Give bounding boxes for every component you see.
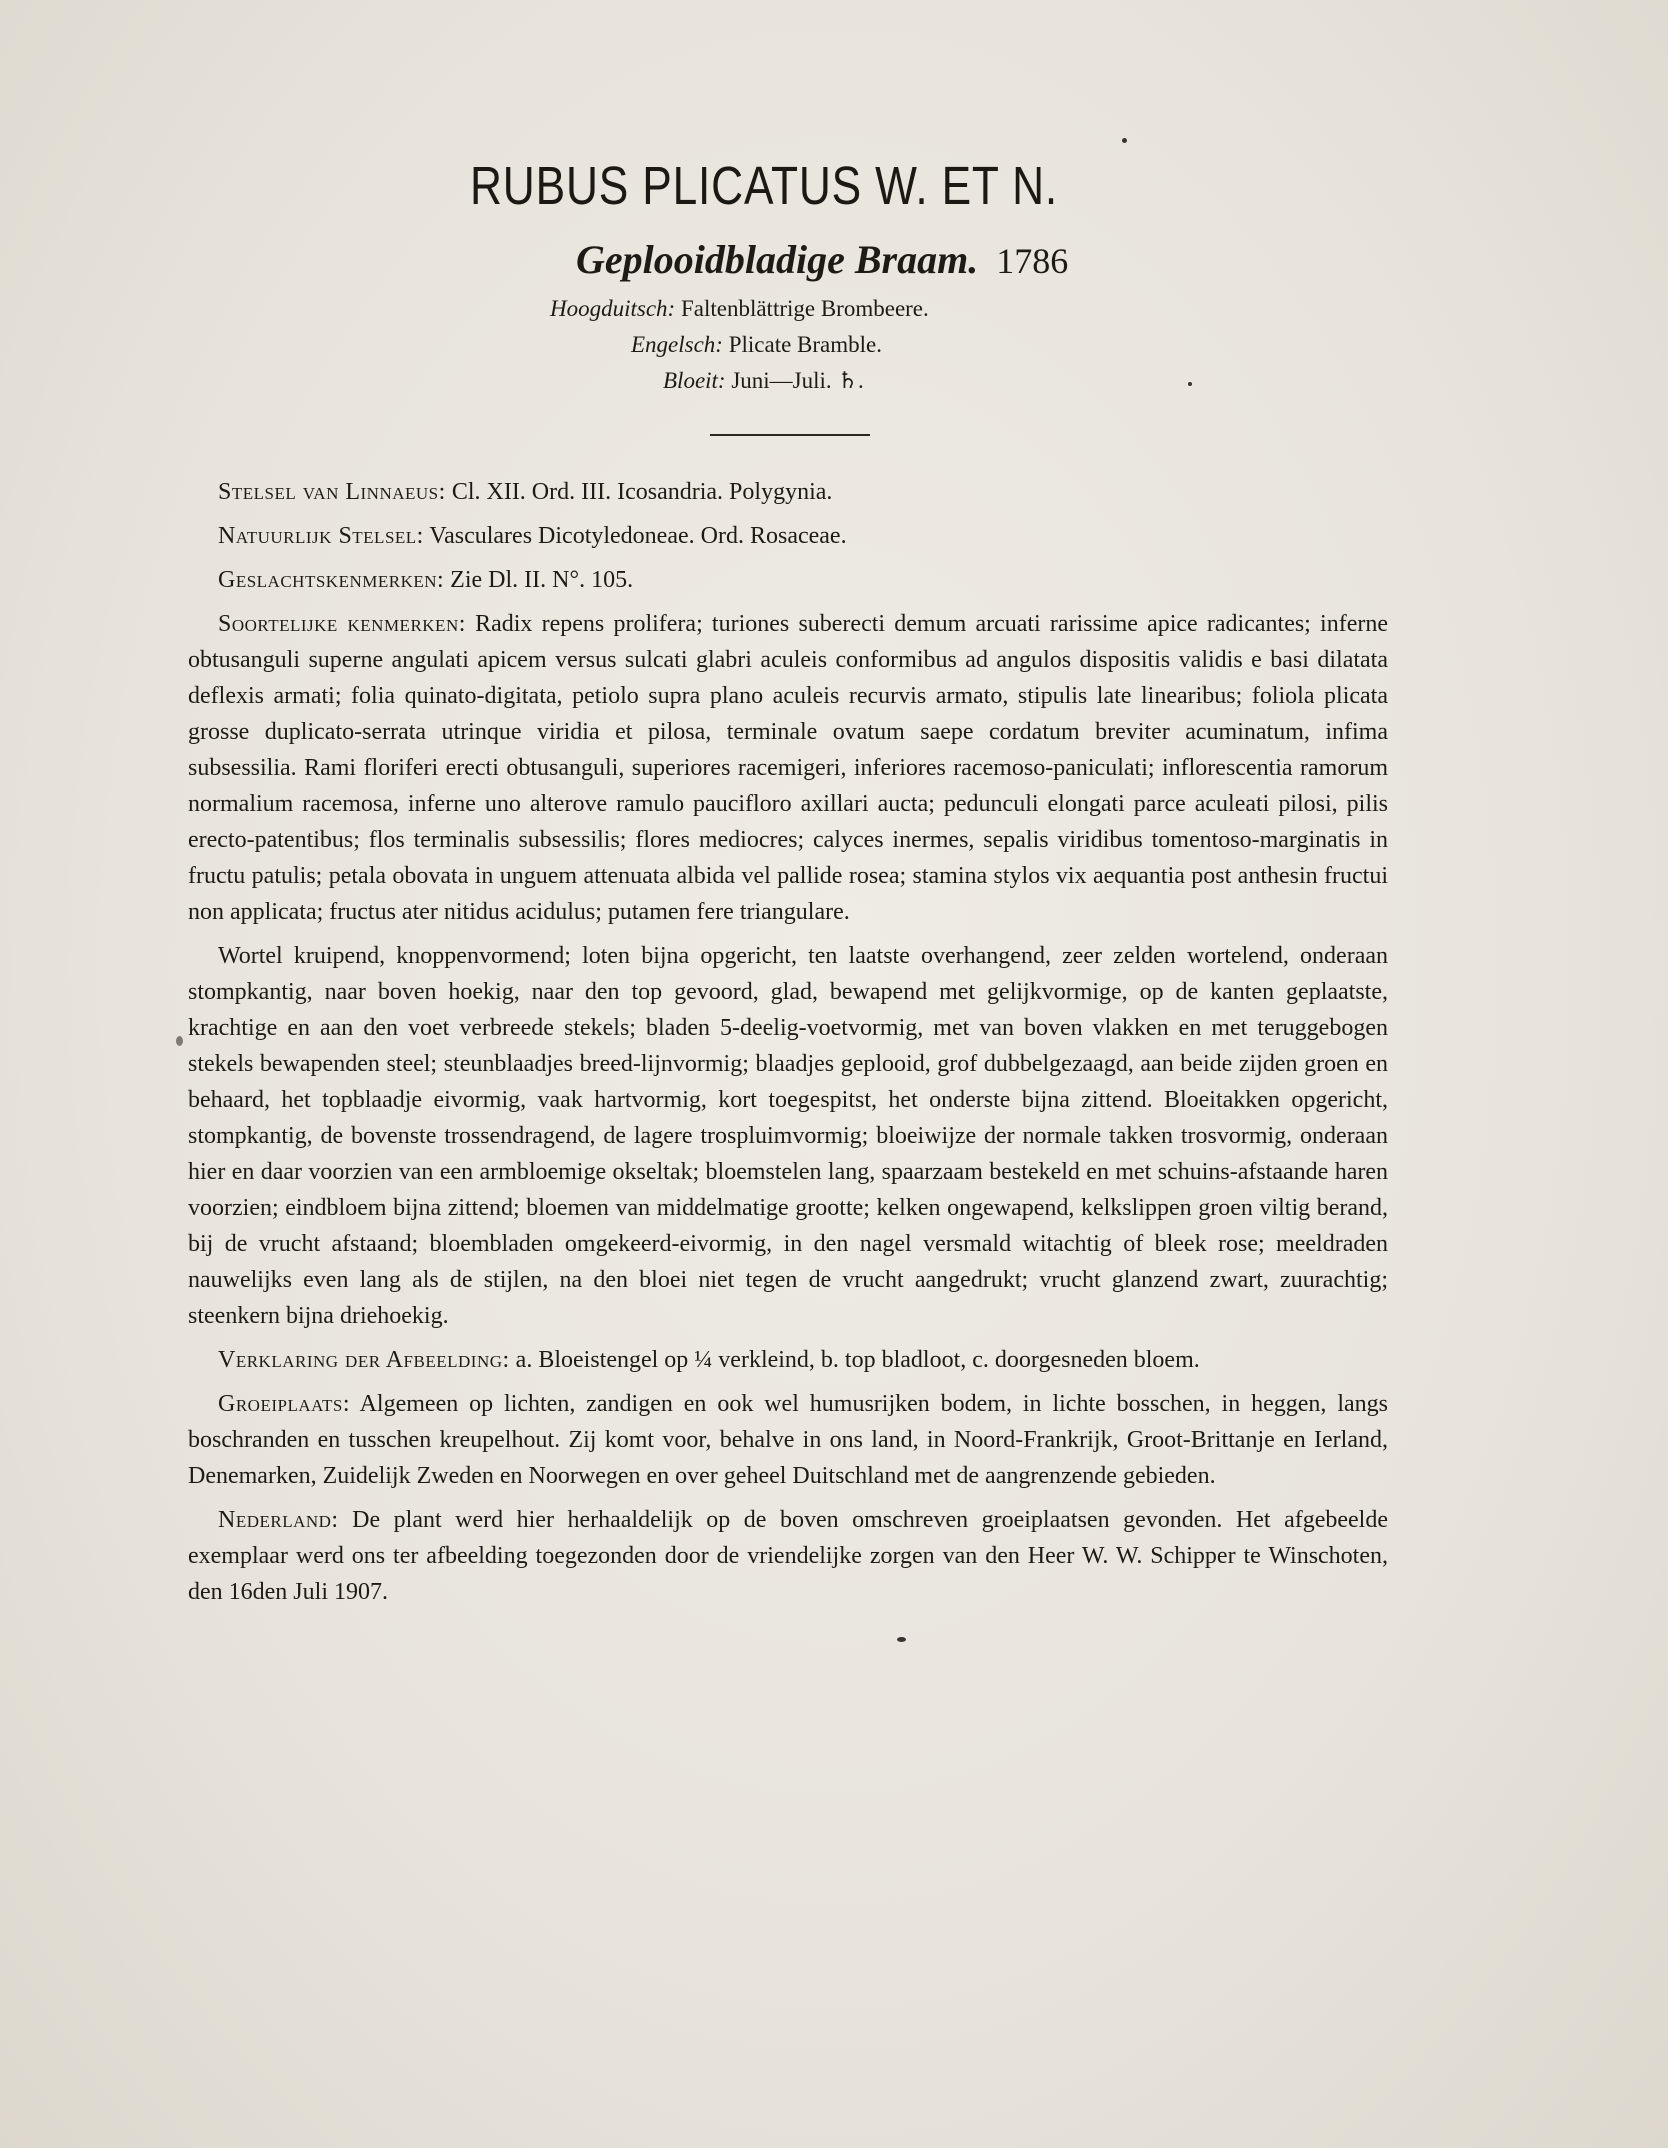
speck-mark	[897, 1637, 906, 1642]
body-text	[188, 474, 1388, 1618]
bloom-label: Bloeit:	[663, 368, 726, 393]
habitat-label: Groeiplaats:	[218, 1391, 351, 1417]
german-label: Hoogduitsch:	[550, 296, 676, 321]
german-name-line	[0, 296, 1668, 322]
linnaeus-paragraph	[188, 474, 1388, 510]
speck-mark	[1122, 138, 1127, 143]
species-label: Soortelijke kenmerken:	[218, 611, 466, 637]
plate-number: 1786	[996, 241, 1069, 281]
speck-mark	[176, 1036, 183, 1046]
habitat-paragraph	[188, 1386, 1388, 1494]
dutch-description-paragraph: Wortel kruipend, knoppenvormend; loten bijna opgericht, ten laatste overhangend, zeer zelden wortelend, onderaan stompkantig, naar boven hoekig, naar den top gevoord, glad, bewapend met gelijkvormige, op de kanten geplaatste, krachtige en aan den voet verbreede stekels; bladen 5-deelig-voetvormig, met van boven vlakken en met teruggebogen stekels bewapenden steel; steunblaadjes breed-lijnvormig; blaadjes geplooid, grof dubbelgezaagd, aan beide zijden groen en behaard, het topblaadje eivormig, vaak hartvormig, kort toegespitst, het onderste bijna zittend. Bloeitakken opgericht, stompkantig, de bovenste trossendragend, de lagere trospluimvormig; bloeiwijze der normale takken trosvormig, onderaan hier en daar voorzien van een armbloemige okseltak; bloemstelen lang, spaarzaam bestekeld en met schuins-afstaande haren voorzien; eindbloem bijna zittend; bloemen van middelmatige grootte; kelken ongewapend, kelkslippen groen viltig berand, bij de vrucht afstaand; bloembladen omgekeerd-eivormig, in den nagel versmald witachtig of bleek rose; meeldraden nauwelijks even lang als de stijlen, na den bloei niet tegen de vrucht aangedrukt; vrucht glanzend zwart, zuurachtig; steenkern bijna driehoekig.	[188, 943, 1388, 1329]
genus-paragraph	[188, 562, 1388, 598]
figure-label: Verklaring der Afbeelding:	[218, 1347, 510, 1373]
page-title: RUBUS PLICATUS W. ET N.	[470, 156, 1059, 216]
natural-value: Vasculares Dicotyledoneae. Ord. Rosaceae.	[429, 523, 847, 549]
nederland-paragraph	[188, 1502, 1388, 1610]
nederland-value: De plant werd hier herhaaldelijk op de boven omschreven groeiplaatsen gevonden. Het afgebeelde exemplaar werd ons ter afbeelding toegezonden door de vriendelijke zorgen van den Heer W. W. Schipper te Winschoten, den 16den Juli 1907.	[188, 1507, 1389, 1605]
linnaeus-value: Cl. XII. Ord. III. Icosandria. Polygynia.	[451, 479, 833, 505]
subtitle-name: Geplooidbladige Braam.	[576, 237, 979, 282]
nederland-label: Nederland:	[218, 1507, 339, 1533]
divider	[710, 434, 870, 436]
bloom-value: Juni—Juli. ♄.	[731, 368, 864, 393]
english-label: Engelsch:	[631, 332, 723, 357]
species-value: Radix repens prolifera; turiones suberecti demum arcuati rarissime apice radicantes; inferne obtusanguli superne angulati apicem versus sulcati glabri aculeis conformibus ad angulos dispositis validis e basi dilatata deflexis armati; folia quinato-digitata, petiolo supra plano aculeis recurvis armato, stipulis late linearibus; foliola plicata grosse duplicato-serrata utrinque viridia et pilosa, terminale ovatum saepe cordatum breviter acuminatum, infima subsessilia. Rami floriferi erecti obtusanguli, superiores racemigeri, inferiores racemoso-paniculati; inflorescentia ramorum normalium racemosa, inferne uno alterove ramulo paucifloro axillari aucta; pedunculi elongati parce aculeati pilosi, pilis erecto-patentibus; flos terminalis subsessilis; flores mediocres; calyces inermes, sepalis viridibus tomentoso-marginatis in fructu patulis; petala obovata in unguem attenuata albida vel pallide rosea; stamina stylos vix aequantia post anthesin fructui non applicata; fructus ater nitidus acidulus; putamen fere triangulare.	[188, 611, 1389, 925]
figure-paragraph	[188, 1342, 1388, 1378]
german-value: Faltenblättrige Brombeere.	[680, 296, 929, 321]
genus-value: Zie Dl. II. N°. 105.	[450, 567, 634, 593]
habitat-value: Algemeen op lichten, zandigen en ook wel humusrijken bodem, in lichte bosschen, in heggen, langs boschranden en tusschen kreupelhout. Zij komt voor, behalve in ons land, in Noord-Frankrijk, Groot-Brittanje en Ierland, Denemarken, Zuidelijk Zweden en Noorwegen en over geheel Duitschland met de aangrenzende gebieden.	[188, 1391, 1388, 1489]
natural-label: Natuurlijk Stelsel:	[218, 523, 424, 549]
english-value: Plicate Bramble.	[728, 332, 883, 357]
bloom-line	[0, 368, 1668, 394]
figure-value: a. Bloeistengel op ¼ verkleind, b. top bladloot, c. doorgesneden bloem.	[515, 1347, 1200, 1373]
linnaeus-label: Stelsel van Linnaeus:	[218, 479, 446, 505]
natural-paragraph	[188, 518, 1388, 554]
bleed-through-text	[640, 395, 1400, 431]
species-paragraph	[188, 606, 1388, 930]
genus-label: Geslachtskenmerken:	[218, 567, 445, 593]
english-name-line	[0, 332, 1668, 358]
common-name	[576, 236, 1068, 283]
